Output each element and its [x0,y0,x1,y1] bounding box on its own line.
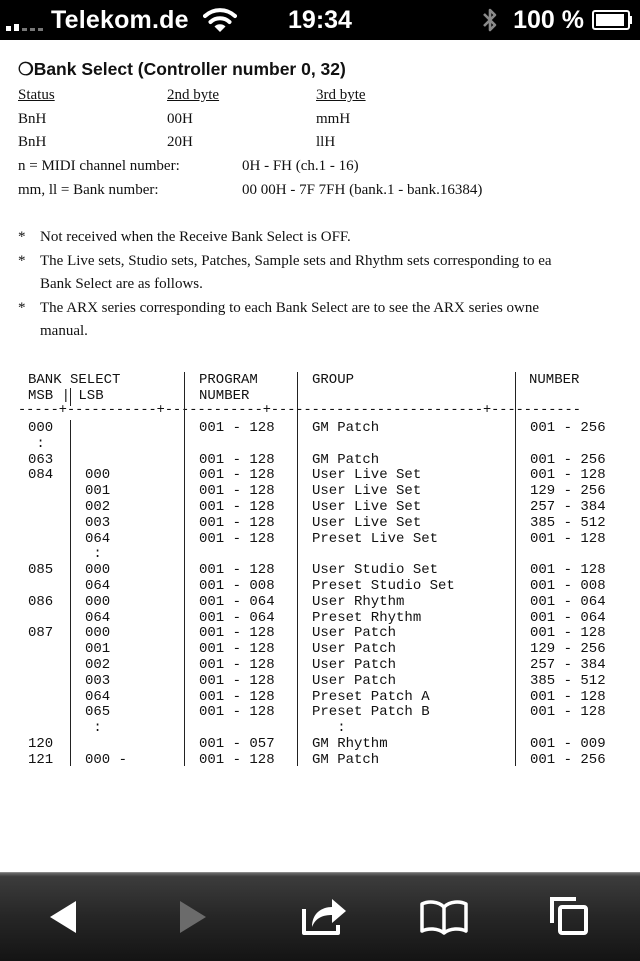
cell-number: 257 - 384 [530,499,606,515]
column-rule [70,388,71,406]
cell-program: 001 - 008 [199,578,275,594]
table-header-number: NUMBER [529,372,580,388]
cell-number: 001 - 256 [530,420,606,436]
tabs-button[interactable] [540,895,600,939]
cell-program: 001 - 128 [199,688,275,705]
cell-lsb: 000 [85,593,111,610]
cell-lsb: 000 - [85,751,128,768]
note-marker: * [18,253,26,269]
cell-group: User Studio Set [312,562,439,579]
tabs-icon [546,895,594,939]
cell-number: 129 - 256 [530,483,606,500]
cell-lsb: : [85,720,102,737]
cell-program: 001 - 128 [199,483,275,500]
cell-group: Preset Patch B [312,704,430,721]
cell-number: 001 - 009 [530,736,606,752]
cell-program: 001 - 128 [199,672,275,689]
cell-lsb: 002 [85,499,111,515]
cell-program: 001 - 128 [199,499,275,515]
cell-group: Preset Live Set [312,530,439,547]
cell-lsb: 000 [85,625,111,642]
section-heading: ❍Bank Select (Controller number 0, 32) [18,59,346,79]
cell-group: : [312,720,346,737]
cell-msb: 086 [28,593,54,610]
cell-msb: 000 [28,420,54,436]
battery-percentage: 100 % [513,5,584,34]
column-header-3rd-byte: 3rd byte [316,87,366,103]
column-header-status: Status [18,87,55,103]
cell-number: 001 - 128 [530,625,606,642]
cell-number: 001 - 256 [530,751,606,768]
bluetooth-icon [481,6,499,34]
table-subheader-msb-lsb: MSB | LSB [28,388,104,404]
back-button[interactable] [34,895,94,939]
cell-group: User Live Set [312,483,422,500]
note-text: Not received when the Receive Bank Select is OFF. [40,229,351,245]
browser-toolbar [0,872,640,961]
cell-number: 001 - 128 [530,530,606,547]
cell-program: 001 - 128 [199,467,275,484]
cell-program: 001 - 064 [199,609,275,626]
cell-lsb: 064 [85,530,111,547]
bookmarks-icon [418,897,470,937]
cell-program: 001 - 128 [199,451,275,468]
back-arrow-icon [44,897,84,937]
cell-program: 001 - 128 [199,562,275,579]
cell-lsb: 002 [85,657,111,673]
cell-program: 001 - 128 [199,751,275,768]
cell-number: 001 - 008 [530,578,606,594]
def-value-bank: 00 00H - 7F 7FH (bank.1 - bank.16384) [242,182,483,198]
column-rule [184,372,185,766]
battery-icon [592,10,632,30]
cell-group: GM Rhythm [312,736,388,752]
cell-msb: 121 [28,751,54,768]
def-value-channel: 0H - FH (ch.1 - 16) [242,158,359,174]
cell-number: 001 - 064 [530,593,606,610]
row-2-3rd-byte: llH [316,134,336,150]
bookmarks-button[interactable] [414,895,474,939]
cell-program: 001 - 128 [199,420,275,436]
column-rule [297,372,298,766]
cell-lsb: 001 [85,641,111,658]
cell-group: GM Patch [312,751,380,768]
share-button[interactable] [294,895,354,939]
column-rule [70,420,71,766]
column-header-2nd-byte: 2nd byte [167,87,220,103]
cell-group: Preset Studio Set [312,578,455,594]
cell-group: GM Patch [312,420,380,436]
forward-arrow-icon [172,897,212,937]
row-2-status: BnH [18,134,47,150]
row-1-status: BnH [18,111,47,127]
table-header-bank-select: BANK SELECT [28,372,121,388]
table-header-program: PROGRAM [199,372,258,388]
cell-msb: 120 [28,736,54,752]
table-header-group: GROUP [312,372,355,388]
cell-group: Preset Patch A [312,688,430,705]
cell-program: 001 - 064 [199,593,275,610]
share-icon [298,895,350,939]
row-1-2nd-byte: 00H [167,111,193,127]
column-rule [515,372,516,766]
cell-lsb: 065 [85,704,111,721]
cell-group: Preset Rhythm [312,609,422,626]
table-subheader-number: NUMBER [199,388,250,404]
cell-group: User Patch [312,641,397,658]
cell-program: 001 - 128 [199,530,275,547]
cell-lsb: 064 [85,688,111,705]
cell-msb: 063 [28,451,54,468]
forward-button[interactable] [162,895,222,939]
cell-lsb: : [85,546,102,563]
web-content[interactable] [0,40,640,872]
cell-msb: 085 [28,562,54,579]
status-right [481,5,632,35]
cell-number: 385 - 512 [530,672,606,689]
cell-number: 001 - 256 [530,451,606,468]
cell-lsb: 001 [85,483,111,500]
row-1-3rd-byte: mmH [316,111,351,127]
def-term-bank: mm, ll = Bank number: [18,182,159,198]
cell-lsb: 003 [85,672,111,689]
cell-lsb: 000 [85,467,111,484]
cell-group: User Patch [312,657,397,673]
cell-number: 257 - 384 [530,657,606,673]
note-text: manual. [40,323,88,339]
cell-number: 129 - 256 [530,641,606,658]
note-text: The ARX series corresponding to each Bank Select are to see the ARX series owne [40,300,540,316]
cell-msb: 084 [28,467,54,484]
cell-program: 001 - 128 [199,641,275,658]
cell-group: User Patch [312,672,397,689]
cell-program: 001 - 057 [199,736,275,752]
cell-group: User Live Set [312,499,422,515]
cell-msb: : [28,435,45,452]
cell-program: 001 - 128 [199,704,275,721]
table-separator: -----+-----------+------------+--------------------------+----------- [18,403,581,418]
cell-group: User Live Set [312,514,422,531]
row-2-2nd-byte: 20H [167,134,193,150]
cell-lsb: 000 [85,562,111,579]
cell-program: 001 - 128 [199,514,275,531]
cell-number: 001 - 128 [530,704,606,721]
cell-program: 001 - 128 [199,657,275,673]
cell-lsb: 064 [85,578,111,594]
carrier-name: Telekom.de [51,5,189,34]
cell-number: 001 - 128 [530,467,606,484]
cell-number: 385 - 512 [530,514,606,531]
note-marker: * [18,300,26,316]
cell-lsb: 064 [85,609,111,626]
cell-group: GM Patch [312,451,380,468]
clock: 19:34 [288,6,352,34]
cell-group: User Patch [312,625,397,642]
cell-lsb: 003 [85,514,111,531]
note-text: Bank Select are as follows. [40,276,203,292]
cell-group: User Live Set [312,467,422,484]
cell-group: User Rhythm [312,593,405,610]
note-marker: * [18,229,26,245]
cell-number: 001 - 128 [530,688,606,705]
status-bar [0,0,640,40]
cell-program: 001 - 128 [199,625,275,642]
cell-number: 001 - 128 [530,562,606,579]
cell-msb: 087 [28,625,54,642]
cell-number: 001 - 064 [530,609,606,626]
note-text: The Live sets, Studio sets, Patches, Sample sets and Rhythm sets corresponding to ea [40,253,552,269]
def-term-channel: n = MIDI channel number: [18,158,180,174]
